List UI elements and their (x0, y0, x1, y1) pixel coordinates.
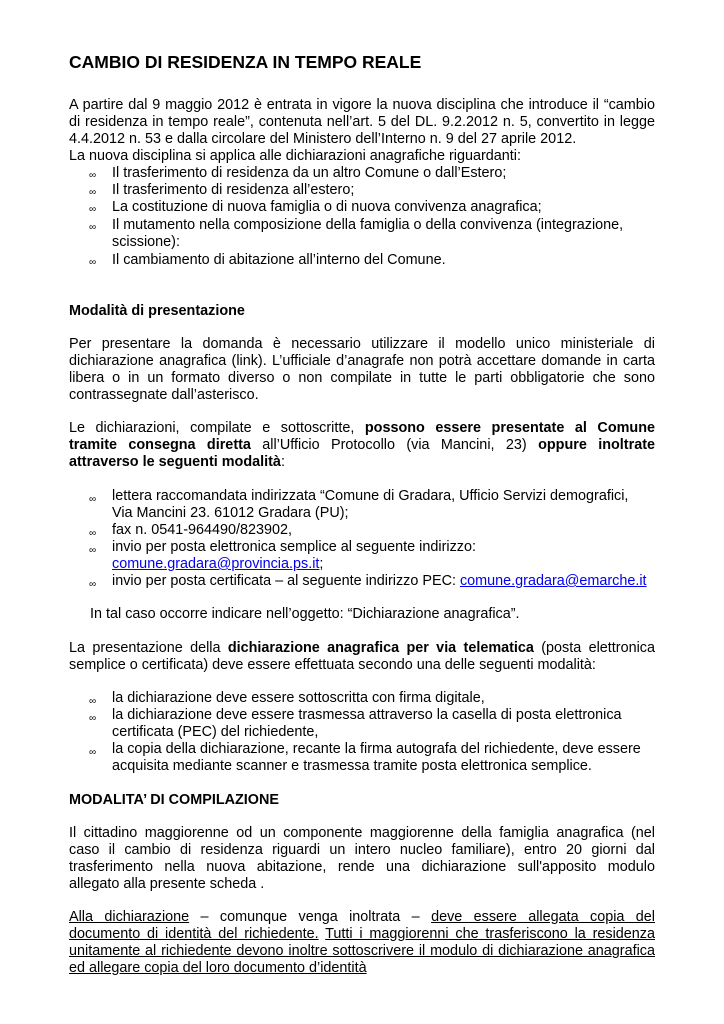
paragraph-line (69, 926, 655, 943)
list-item-continuation: acquisita mediante scanner e trasmessa tramite posta elettronica semplice. (112, 758, 592, 774)
bullet-icon: ∞ (89, 747, 97, 758)
bullet-icon: ∞ (89, 579, 97, 590)
list-item: la copia della dichiarazione, recante la firma autografa del richiedente, deve essere (112, 741, 641, 757)
bullet-icon: ∞ (89, 187, 97, 198)
underlined-text: deve essere allegata copia del (431, 909, 655, 925)
intro-line-1: A partire dal 9 maggio 2012 è entrata in vigore la nuova disciplina che introduce il “cambio (69, 97, 655, 113)
bold-text: tramite consegna diretta (69, 437, 251, 453)
paragraph-line: allegato alla presente scheda . (69, 876, 265, 892)
paragraph-line (69, 909, 655, 926)
list-item: la dichiarazione deve essere trasmessa attraverso la casella di posta elettronica (112, 707, 622, 723)
underlined-text: Tutti i maggiorenni che trasferiscono la residenza (325, 926, 655, 942)
paragraph-line: caso il cambio di residenza riguardi un intero nucleo familiare), entro 20 giorni dal (69, 842, 655, 858)
text-run: all’Ufficio Protocollo (via Mancini, 23) (250, 437, 539, 453)
underlined-text: Alla dichiarazione (69, 909, 190, 925)
paragraph-line: Per presentare la domanda è necessario utilizzare il modello unico ministeriale di (69, 336, 655, 352)
list-item: invio per posta elettronica semplice al seguente indirizzo: (112, 539, 476, 555)
paragraph-line: ed allegare copia del loro documento d’identità (69, 960, 367, 976)
bullet-icon: ∞ (89, 222, 97, 233)
email-link-provincia[interactable]: comune.gradara@provincia.ps.it (112, 556, 320, 572)
bold-text: possono essere presentate al Comune (364, 420, 655, 436)
section-heading-modalita: Modalità di presentazione (69, 303, 245, 319)
list-item: la dichiarazione deve essere sottoscritta con firma digitale, (112, 690, 485, 706)
list-item: fax n. 0541-964490/823902, (112, 522, 293, 538)
text-run: (posta elettronica (533, 640, 655, 656)
list-item-continuation: Via Mancini 23. 61012 Gradara (PU); (112, 505, 349, 521)
bullet-icon: ∞ (89, 257, 97, 268)
page-title: CAMBIO DI RESIDENZA IN TEMPO REALE (69, 52, 422, 72)
bullet-icon: ∞ (89, 713, 97, 724)
text-run: La presentazione della (69, 640, 228, 656)
list-item: Il trasferimento di residenza all’estero; (112, 182, 355, 198)
section-heading-compilazione: MODALITA’ DI COMPILAZIONE (69, 792, 279, 808)
bullet-icon: ∞ (89, 696, 97, 707)
paragraph-line: semplice o certificata) deve essere effettuata secondo una delle seguenti modalità: (69, 657, 596, 673)
paragraph-line (69, 437, 655, 454)
text-run: : (280, 454, 285, 470)
list-item (112, 573, 647, 590)
bold-text: attraverso le seguenti modalità (69, 454, 281, 470)
text-run: invio per posta certificata – al seguente indirizzo PEC: (112, 573, 460, 589)
paragraph-line: Il cittadino maggiorenne od un componente maggiorenne della famiglia anagrafica (nel (69, 825, 655, 841)
paragraph-line: In tal caso occorre indicare nell’oggetto: “Dichiarazione anagrafica”. (90, 606, 520, 622)
text-run: Le dichiarazioni, compilate e sottoscritte, (69, 420, 365, 436)
intro-line-4: La nuova disciplina si applica alle dichiarazioni anagrafiche riguardanti: (69, 148, 521, 164)
underlined-text: documento di identità del richiedente. (69, 926, 319, 942)
paragraph-line: dichiarazione anagrafica (link). L’ufficiale d’anagrafe non potrà accettare domande in carta (69, 353, 655, 369)
bullet-icon: ∞ (89, 170, 97, 181)
paragraph-line: libera o in un formato diverso o non compilate in tutte le parti obbligatorie che sono (69, 370, 655, 386)
bullet-icon: ∞ (89, 545, 97, 556)
paragraph-line: unitamente al richiedente devono inoltre sottoscrivere il modulo di dichiarazione anagrafica (69, 943, 655, 959)
bullet-icon: ∞ (89, 494, 97, 505)
list-item: Il trasferimento di residenza da un altro Comune o dall’Estero; (112, 165, 507, 181)
list-item-continuation: certificata (PEC) del richiedente, (112, 724, 319, 740)
intro-line-3: 4.4.2012 n. 53 e dalla circolare del Ministero dell’Interno n. 9 del 27 aprile 2012. (69, 131, 577, 147)
text-run: – comunque venga inoltrata – (189, 909, 432, 925)
paragraph-line (69, 420, 655, 437)
paragraph-line (69, 640, 655, 657)
paragraph-line: trasferimento nella nuova abitazione, rende una dichiarazione sull'apposito modulo (69, 859, 655, 875)
intro-line-2: di residenza in tempo reale”, contenuta nell’art. 5 del DL. 9.2.2012 n. 5, convertito in legge (69, 114, 655, 130)
list-item: La costituzione di nuova famiglia o di nuova convivenza anagrafica; (112, 199, 542, 215)
paragraph-line: contrassegnate dall’asterisco. (69, 387, 259, 403)
list-item-continuation (112, 556, 323, 573)
list-item: Il cambiamento di abitazione all’interno del Comune. (112, 252, 446, 268)
email-link-pec[interactable]: comune.gradara@emarche.it (459, 573, 647, 589)
bullet-icon: ∞ (89, 528, 97, 539)
bold-text: dichiarazione anagrafica per via telematica (227, 640, 534, 656)
list-item: Il mutamento nella composizione della famiglia o della convivenza (integrazione, (112, 217, 624, 233)
text-run: ; (319, 556, 324, 572)
bold-text: oppure inoltrate (538, 437, 655, 453)
list-item-continuation: scissione): (112, 234, 180, 250)
paragraph-line (69, 454, 285, 471)
list-item: lettera raccomandata indirizzata “Comune di Gradara, Ufficio Servizi demografici, (112, 488, 629, 504)
bullet-icon: ∞ (89, 204, 97, 215)
